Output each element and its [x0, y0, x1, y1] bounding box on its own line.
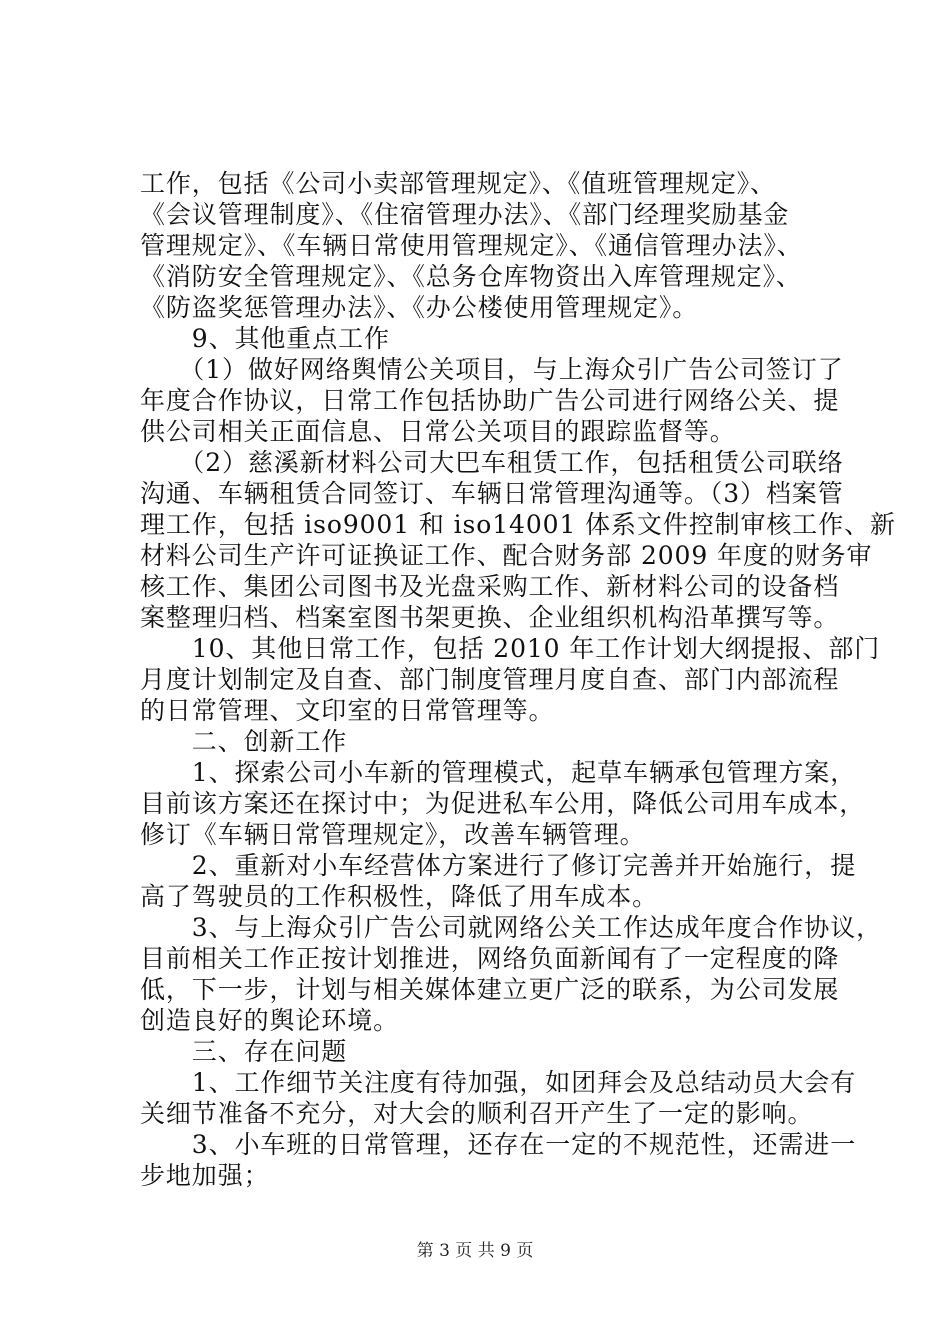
section-heading: 二、创新工作	[140, 727, 348, 756]
text-line: 年度合作协议，日常工作包括协助广告公司进行网络公关、提	[140, 386, 840, 415]
text-line: 案整理归档、档案室图书架更换、企业组织机构沿革撰写等。	[140, 603, 840, 632]
text-line: 沟通、车辆租赁合同签订、车辆日常管理沟通等。（3）档案管	[140, 479, 844, 508]
text-line: 3、与上海众引广告公司就网络公关工作达成年度合作协议，	[140, 913, 883, 942]
text-line: 工作，包括《公司小卖部管理规定》、《值班管理规定》、	[140, 169, 776, 198]
page-number-footer: 第 3 页 共 9 页	[416, 1241, 534, 1261]
text-line: 材料公司生产许可证换证工作、配合财务部 2009 年度的财务审	[140, 541, 873, 570]
text-line: 《消防安全管理规定》、《总务仓库物资出入库管理规定》、	[140, 262, 802, 291]
text-line: 《防盗奖惩管理办法》、《办公楼使用管理规定》。	[140, 293, 699, 322]
text-line: 理工作，包括 iso9001 和 iso14001 体系文件控制审核工作、新	[140, 510, 896, 539]
text-line: 1、工作细节关注度有待加强，如团拜会及总结动员大会有	[140, 1068, 857, 1097]
text-line: 高了驾驶员的工作积极性，降低了用车成本。	[140, 882, 659, 911]
text-line: 步地加强；	[140, 1161, 270, 1190]
text-line: 目前该方案还在探讨中；为促进私车公用，降低公司用车成本，	[140, 789, 866, 818]
text-line: 低，下一步，计划与相关媒体建立更广泛的联系，为公司发展	[140, 975, 840, 1004]
text-line: 关细节准备不充分，对大会的顺利召开产生了一定的影响。	[140, 1099, 814, 1128]
document-body	[140, 168, 896, 1191]
section-heading: 9、其他重点工作	[140, 324, 390, 353]
text-line: 创造良好的舆论环境。	[140, 1006, 400, 1035]
text-line: （2）慈溪新材料公司大巴车租赁工作，包括租赁公司联络	[140, 448, 844, 477]
text-line: 管理规定》、《车辆日常使用管理规定》、《通信管理办法》、	[140, 231, 803, 260]
text-line: 《会议管理制度》、《住宿管理办法》、《部门经理奖励基金	[140, 200, 790, 229]
text-line: 月度计划制定及自查、部门制度管理月度自查、部门内部流程	[140, 665, 840, 694]
text-line: 3、小车班的日常管理，还存在一定的不规范性，还需进一	[140, 1130, 857, 1159]
text-line: 2、重新对小车经营体方案进行了修订完善并开始施行，提	[140, 851, 857, 880]
text-line: 10、其他日常工作，包括 2010 年工作计划大纲提报、部门	[140, 634, 881, 663]
section-heading: 三、存在问题	[140, 1037, 348, 1066]
text-line: 核工作、集团公司图书及光盘采购工作、新材料公司的设备档	[140, 572, 840, 601]
text-line: 目前相关工作正按计划推进，网络负面新闻有了一定程度的降	[140, 944, 840, 973]
text-line: 供公司相关正面信息、日常公关项目的跟踪监督等。	[140, 417, 736, 446]
text-line: 修订《车辆日常管理规定》，改善车辆管理。	[140, 820, 646, 849]
text-line: 1、探索公司小车新的管理模式，起草车辆承包管理方案，	[140, 758, 857, 787]
text-line: 的日常管理、文印室的日常管理等。	[140, 696, 555, 725]
text-line: （1）做好网络舆情公关项目，与上海众引广告公司签订了	[140, 355, 844, 384]
